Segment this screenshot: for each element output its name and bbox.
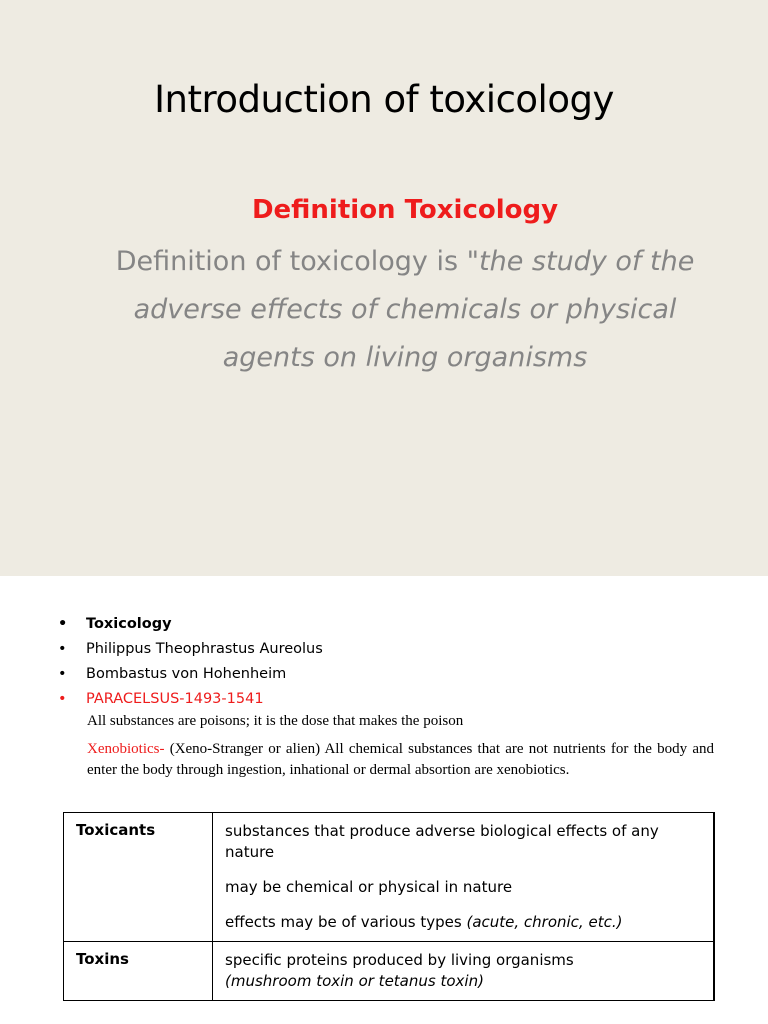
line-italic: (mushroom toxin or tetanus toxin)	[225, 972, 484, 990]
description-cell	[213, 942, 715, 1001]
definition-text	[100, 238, 710, 382]
bullet-dot: •	[58, 616, 68, 632]
description-line	[225, 821, 701, 863]
bullet-item	[58, 662, 323, 687]
table-row	[64, 813, 715, 942]
bullet-list	[58, 612, 323, 712]
description-line	[225, 912, 701, 933]
bullet-dot: •	[58, 641, 67, 657]
bullet-dot: •	[58, 691, 67, 707]
bullet-dot: •	[58, 666, 67, 682]
description-line	[225, 877, 701, 898]
line-plain: may be chemical or physical in nature	[225, 878, 513, 896]
xenobiotics-paragraph	[87, 739, 714, 781]
definition-text-plain: Definition of toxicology is	[115, 246, 467, 277]
bullet-item	[58, 637, 323, 662]
bullet-text: Philippus Theophrastus Aureolus	[86, 641, 323, 657]
bullet-item	[58, 687, 323, 712]
slide-title-text: Introduction of toxicology	[154, 78, 614, 121]
line-plain: effects may be of various types	[225, 913, 467, 931]
xenobiotics-text: (Xeno-Stranger or alien) All chemical substances that are not nutrients for the body and enter the body through ingestion, inhational or dermal absortion are xenobiotics.	[87, 741, 714, 778]
definition-text-italic: "the study of the adverse effects of chemicals or physical agents on living organisms	[133, 246, 695, 373]
xenobiotics-term: Xenobiotics-	[87, 741, 165, 757]
slide-content	[0, 576, 768, 1024]
bullet-item	[58, 612, 323, 637]
table-row	[64, 942, 715, 1001]
description-cell	[213, 813, 715, 942]
line-plain: specific proteins produced by living organisms	[225, 951, 574, 969]
poison-quote: All substances are poisons; it is the dose that makes the poison	[87, 713, 464, 729]
term-cell: Toxins	[64, 942, 213, 1001]
line-plain: substances that produce adverse biological effects of any nature	[225, 822, 659, 861]
term-cell: Toxicants	[64, 813, 213, 942]
definition-heading: Definition Toxicology	[251, 195, 559, 225]
line-italic: (acute, chronic, etc.)	[466, 913, 623, 931]
bullet-text: PARACELSUS-1493-1541	[86, 691, 264, 707]
description-line	[225, 950, 701, 992]
bullet-text: Toxicology	[86, 616, 172, 632]
bullet-text: Bombastus von Hohenheim	[86, 666, 287, 682]
definitions-table	[63, 812, 715, 1001]
